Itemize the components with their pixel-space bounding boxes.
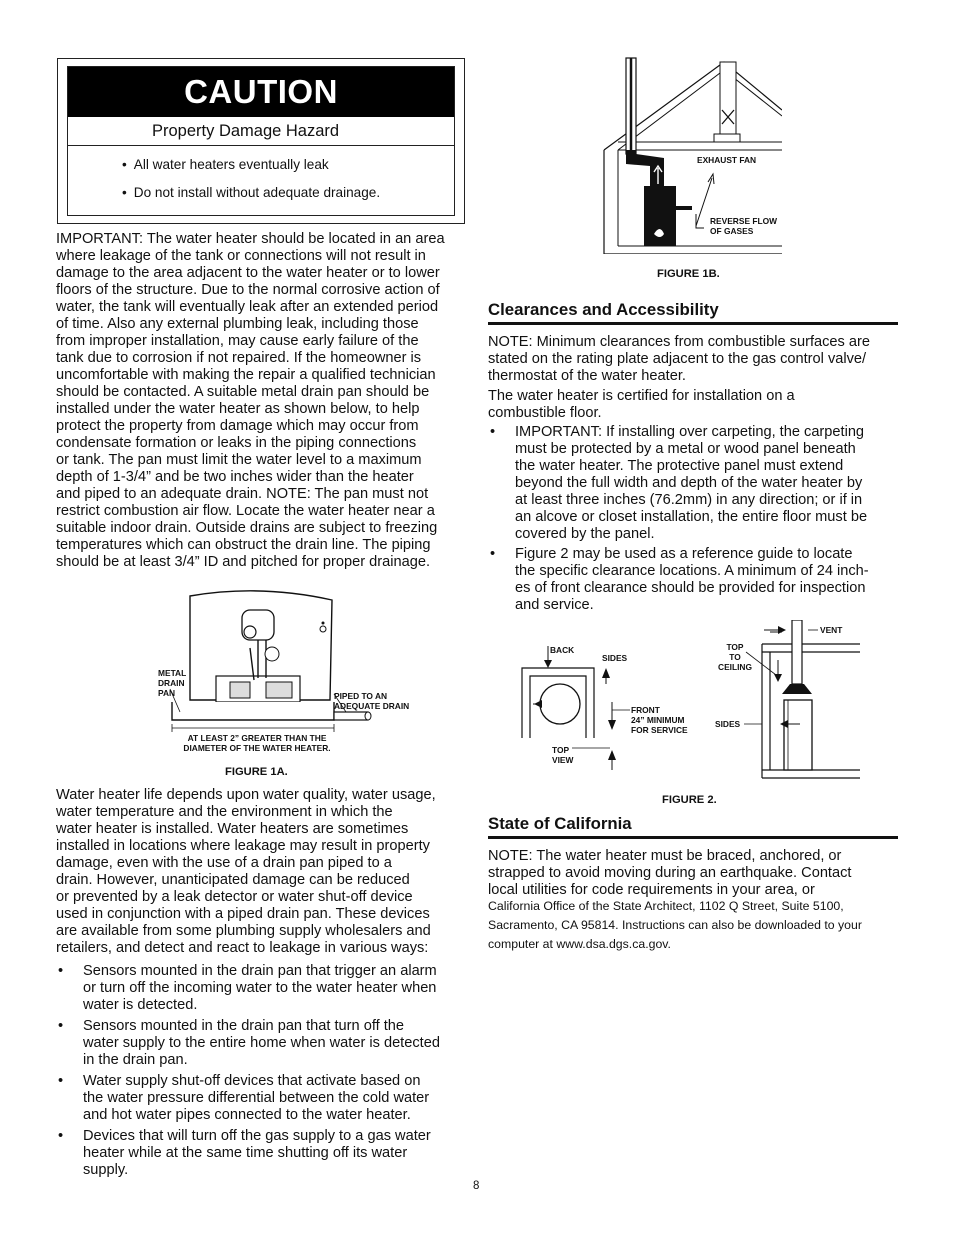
leak-detection-bullet-list (56, 963, 476, 1183)
figure-1a-caption: FIGURE 1A. (225, 766, 288, 778)
paragraph-line: uncomfortable with making the repair a qualified technician (56, 367, 436, 383)
paragraph-line: and piped to an adequate drain. NOTE: The pan must not (56, 486, 429, 502)
clearances-bullet-list (488, 424, 900, 618)
paragraph-line: temperatures which can obstruct the drain line. The piping (56, 537, 431, 553)
label-sides-top-view: SIDES (602, 653, 628, 663)
paragraph-line: protect the property from damage which may occur from (56, 418, 419, 434)
paragraph-line: installed under the water heater as shown below, to help (56, 401, 420, 417)
page-number: 8 (473, 1180, 480, 1192)
paragraph-line: should be contacted. A suitable metal drain pan should be (56, 384, 430, 400)
caution-item: • All water heaters eventually leak (122, 157, 329, 172)
paragraph-line: are available from some plumbing supply wholesalers and (56, 923, 431, 939)
paragraph-line: restrict combustion air flow. Locate the water heater near a (56, 503, 435, 519)
list-item: • IMPORTANT: If installing over carpeting, the carpeting must be protected by a metal or wood panel beneath the water heater. The protective panel must extend beyond the full width and depth of the water heater by at least three inches (76.2mm) in any direction; or if in an alcove or closet installation, the entire floor must be covered by the panel. (490, 424, 868, 542)
label-top-to-ceiling: TOP TO CEILING (718, 642, 752, 672)
label-back: BACK (550, 645, 575, 655)
paragraph-line: damage to the area adjacent to the water heater or to lower (56, 265, 440, 281)
paragraph-line: installed in locations where leakage may result in property (56, 838, 430, 854)
paragraph-line: retailers, and detect and react to leakage in various ways: (56, 940, 429, 956)
label-sides-side-view: SIDES (715, 719, 741, 729)
paragraph-line: drain. However, unanticipated damage can be reduced (56, 872, 410, 888)
paragraph-line: water, the tank will eventually leak after an extended period (56, 299, 439, 315)
california-paragraph: NOTE: The water heater must be braced, anchored, or strapped to avoid moving during an earthquake. Contact local utilities for code requirements in your area, or (488, 848, 852, 898)
caution-banner: CAUTION (68, 67, 454, 117)
paragraph-line: used in conjunction with a piped drain pan. These devices (56, 906, 430, 922)
paragraph-line: condensate formation or leaks in the piping connections (56, 435, 417, 451)
label-piped-to-drain: PIPED TO AN ADEQUATE DRAIN (334, 691, 410, 711)
label-at-least-2-greater: AT LEAST 2” GREATER THAN THE DIAMETER OF THE WATER HEATER. (183, 733, 331, 753)
water-heater-life-paragraph (56, 787, 476, 957)
paragraph-line: of time. Also any external plumbing leak, including those (56, 316, 419, 332)
paragraph-line: Water heater life depends upon water quality, water usage, (56, 787, 436, 803)
paragraph-line: depth of 1-3/4” and be two inches wider than the heater (56, 469, 414, 485)
list-item: • Sensors mounted in the drain pan that trigger an alarm or turn off the incoming water to the water heater when water is detected. (58, 963, 437, 1013)
california-address: California Office of the State Architect, 1102 Q Street, Suite 5100, Sacramento, CA 95814. Instructions can also be downloaded to your computer at www.dsa.dgs.ca.gov. (488, 899, 862, 951)
paragraph-line: or tank. The pan must limit the water level to a maximum (56, 452, 422, 468)
figure-2-caption: FIGURE 2. (662, 794, 717, 806)
list-item: • Water supply shut-off devices that activate based on the water pressure differential between the cold water and hot water pipes connected to the water heater. (58, 1073, 430, 1123)
paragraph-line: IMPORTANT: The water heater should be located in an area (56, 231, 445, 247)
label-reverse-flow: REVERSE FLOW OF GASES (710, 216, 778, 236)
paragraph-line: should be at least 3/4” ID and pitched for proper drainage. (56, 554, 431, 570)
list-item: • Devices that will turn off the gas supply to a gas water heater while at the same time shutting off its water supply. (58, 1128, 431, 1178)
paragraph-line: damage, even with the use of a drain pan piped to a (56, 855, 392, 871)
paragraph-line: suitable indoor drain. Outside drains are subject to freezing (56, 520, 438, 536)
combustible-floor-paragraph: The water heater is certified for installation on a combustible floor. (488, 388, 795, 421)
label-front-24-minimum: FRONT 24” MINIMUM FOR SERVICE (631, 705, 688, 735)
paragraph-line: water temperature and the environment in which the (56, 804, 393, 820)
paragraph-line: or prevented by a leak detector or water shut-off device (56, 889, 413, 905)
label-top-view: TOP VIEW (552, 745, 574, 765)
important-paragraph (56, 231, 476, 571)
figure-1b-caption: FIGURE 1B. (657, 268, 720, 280)
clearances-note: NOTE: Minimum clearances from combustible surfaces are stated on the rating plate adjacent to the gas control valve/ thermostat of the water heater. (488, 334, 870, 384)
list-item: • Sensors mounted in the drain pan that turn off the water supply to the entire home when water is detected in the drain pan. (58, 1018, 440, 1068)
label-exhaust-fan: EXHAUST FAN (697, 155, 757, 165)
label-vent: VENT (820, 625, 843, 635)
paragraph-line: water heater is installed. Water heaters are sometimes (56, 821, 409, 837)
paragraph-line: tank due to corrosion if not repaired. If the homeowner is (56, 350, 422, 366)
list-item: • Figure 2 may be used as a reference guide to locate the specific clearance locations. A minimum of 24 inch- es of front clearance should be provided for inspection and service. (490, 546, 869, 613)
paragraph-line: floors of the structure. Due to the normal corrosive action of (56, 282, 440, 298)
paragraph-line: from improper installation, may cause early failure of the (56, 333, 419, 349)
caution-item: • Do not install without adequate drainage. (122, 185, 381, 200)
california-heading: State of California (488, 814, 898, 839)
hazard-title: Property Damage Hazard (68, 117, 454, 146)
paragraph-line: where leakage of the tank or connections will not result in (56, 248, 426, 264)
label-metal-drain-pan: METAL DRAIN PAN (158, 668, 187, 698)
clearances-heading: Clearances and Accessibility (488, 300, 898, 325)
